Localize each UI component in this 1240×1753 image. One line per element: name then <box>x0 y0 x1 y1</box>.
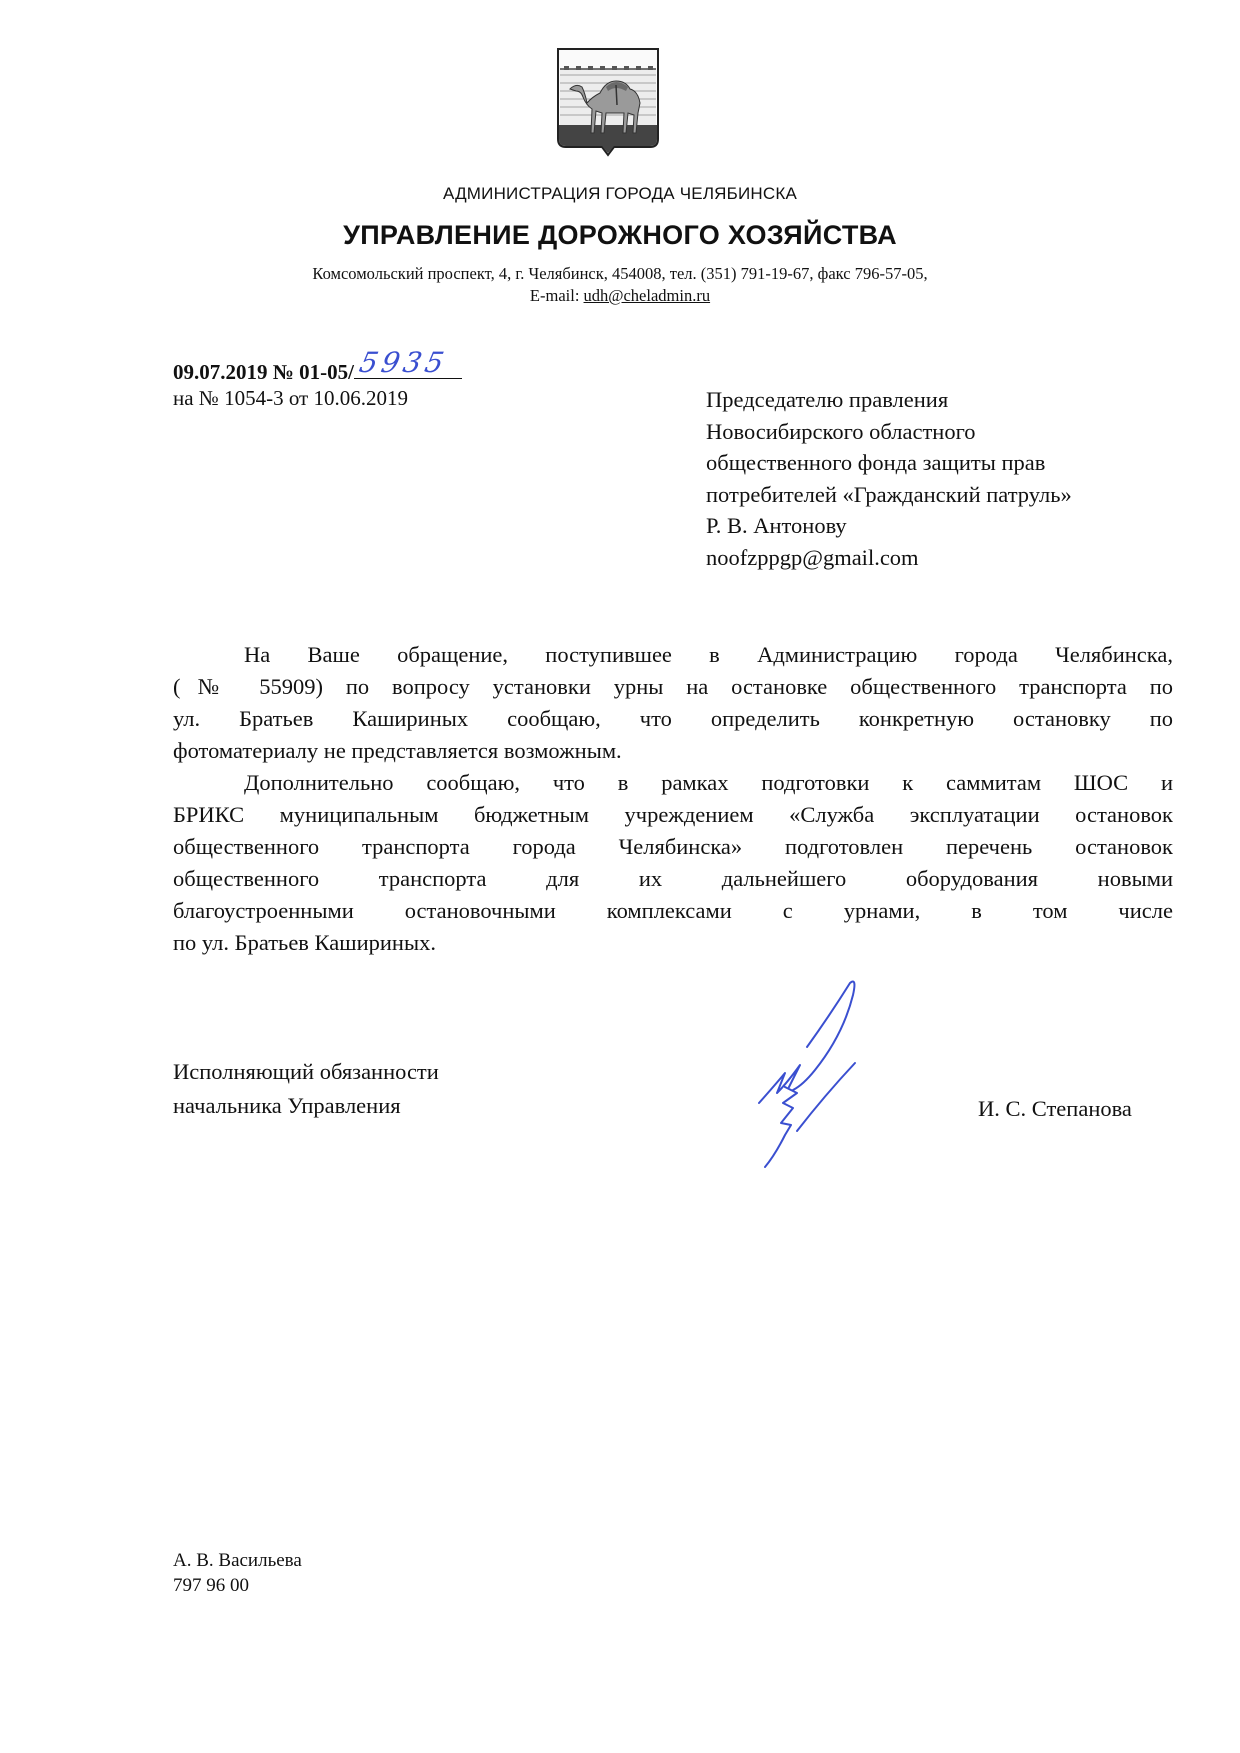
addressee-line: Председателю правления <box>706 387 949 412</box>
letter-number-prefix: № 01-05/ <box>272 360 354 384</box>
body-line: общественного транспорта города Челябинска» подготовлен перечень остановок <box>173 834 1173 859</box>
position-line: Исполняющий обязанности <box>173 1059 439 1084</box>
addressee-line: Новосибирского областного <box>706 418 976 444</box>
addressee-block <box>706 384 1072 573</box>
email-link[interactable]: udh@cheladmin.ru <box>583 286 711 305</box>
letter-date: 09.07.2019 <box>173 360 268 384</box>
letter-number-field <box>354 346 462 379</box>
incoming-reference: на № 1054-3 от 10.06.2019 <box>173 386 408 410</box>
body-line: благоустроенными остановочными комплексами с урнами, в том числе <box>173 898 1173 923</box>
body-line: На Ваше обращение, поступившее в Администрацию города Челябинска, <box>244 642 1173 667</box>
body-line: БРИКС муниципальным бюджетным учреждением «Служба эксплуатации остановок <box>173 802 1173 827</box>
position-line: начальника Управления <box>173 1093 401 1118</box>
addressee-line: потребителей «Гражданский патруль» <box>706 481 1072 507</box>
body-line: фотоматериалу не представляется возможным. <box>173 738 622 763</box>
department-email-line <box>0 286 1240 306</box>
body-line: по ул. Братьев Кашириных. <box>173 930 436 955</box>
coat-of-arms-logo <box>556 47 660 158</box>
body-line: ул. Братьев Кашириных сообщаю, что определить конкретную остановку по <box>173 706 1173 731</box>
signatory-position <box>173 1055 439 1123</box>
outgoing-reference <box>173 346 462 385</box>
executor-block <box>173 1548 302 1598</box>
handwritten-signature <box>745 975 870 1175</box>
executor-phone: 797 96 00 <box>173 1575 249 1596</box>
email-label: E-mail: <box>529 286 580 305</box>
body-line: общественного транспорта для их дальнейшего оборудования новыми <box>173 866 1173 891</box>
handwritten-number: 5935 <box>356 346 451 379</box>
addressee-name: Р. В. Антонову <box>706 513 847 538</box>
signatory-name: И. С. Степанова <box>978 1096 1132 1121</box>
department-address: Комсомольский проспект, 4, г. Челябинск, 454008, тел. (351) 791-19-67, факс 796-57-05, <box>312 264 928 283</box>
executor-name: А. В. Васильева <box>173 1550 302 1571</box>
body-line: (№ 55909) по вопросу установки урны на остановке общественного транспорта по <box>173 674 1173 699</box>
body-line: Дополнительно сообщаю, что в рамках подготовки к саммитам ШОС и <box>244 770 1173 795</box>
addressee-email: noofzppgp@gmail.com <box>706 544 919 570</box>
department-title: УПРАВЛЕНИЕ ДОРОЖНОГО ХОЗЯЙСТВА <box>343 220 897 250</box>
addressee-line: общественного фонда защиты прав <box>706 450 1046 475</box>
administration-name: АДМИНИСТРАЦИЯ ГОРОДА ЧЕЛЯБИНСКА <box>442 184 798 203</box>
